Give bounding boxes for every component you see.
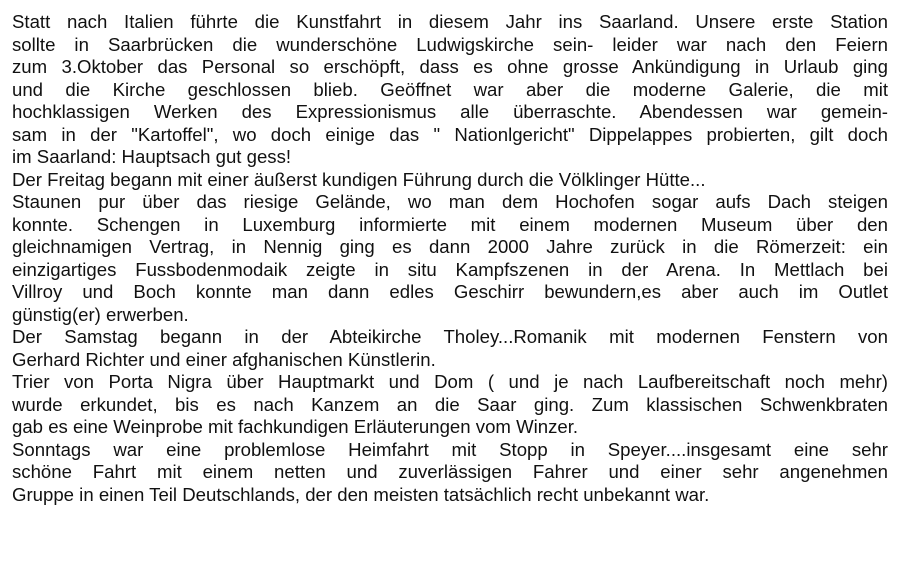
text-line: konnte. Schengen in Luxemburg informierte mit einem modernen Museum über den <box>12 213 888 235</box>
text-line: sollte in Saarbrücken die wunderschöne Ludwigskirche sein- leider war nach den Feiern <box>12 33 888 55</box>
text-line: günstig(er) erwerben. <box>12 303 189 325</box>
paragraph-friday <box>12 169 888 327</box>
text-line: Gerhard Richter und einer afghanischen Künstlerin. <box>12 348 436 370</box>
text-line: Trier von Porta Nigra über Hauptmarkt und Dom ( und je nach Laufbereitschaft noch mehr) <box>12 371 888 392</box>
paragraph-saarland-intro <box>12 11 888 169</box>
text-line: schöne Fahrt mit einem netten und zuverlässigen Fahrer und einer sehr angenehmen <box>12 461 888 482</box>
paragraph-saturday <box>12 326 888 371</box>
text-line: Staunen pur über das riesige Gelände, wo man dem Hochofen sogar aufs Dach steigen <box>12 191 888 212</box>
text-line: wurde erkundet, bis es nach Kanzem an die Saar ging. Zum klassischen Schwenkbraten <box>12 393 888 415</box>
text-line: hochklassigen Werken des Expressionismus alle überraschte. Abendessen war gemein- <box>12 101 888 122</box>
text-line: Der Samstag begann in der Abteikirche Tholey...Romanik mit modernen Fenstern von <box>12 326 888 347</box>
text-line: gleichnamigen Vertrag, in Nennig ging es dann 2000 Jahre zurück in die Römerzeit: ein <box>12 236 888 257</box>
text-line: Villroy und Boch konnte man dann edles Geschirr bewundern,es aber auch im Outlet <box>12 281 888 302</box>
text-line: und die Kirche geschlossen blieb. Geöffnet war aber die moderne Galerie, die mit <box>12 78 888 100</box>
text-line: sam in der "Kartoffel", wo doch einige das " Nationlgericht" Dippelappes probierten, gilt doch <box>12 123 888 145</box>
text-line: im Saarland: Hauptsach gut gess! <box>12 146 292 167</box>
text-line: Sonntags war eine problemlose Heimfahrt mit Stopp in Speyer....insgesamt eine sehr <box>12 438 888 460</box>
text-line: Der Freitag begann mit einer äußerst kundigen Führung durch die Völklinger Hütte... <box>12 168 706 190</box>
paragraph-sunday <box>12 439 888 507</box>
text-line: zum 3.Oktober das Personal so erschöpft, dass es ohne grosse Ankündigung in Urlaub ging <box>12 56 888 77</box>
text-line: gab es eine Weinprobe mit fachkundigen Erläuterungen vom Winzer. <box>12 416 579 437</box>
text-line: Gruppe in einen Teil Deutschlands, der den meisten tatsächlich recht unbekannt war. <box>12 483 710 505</box>
paragraph-trier <box>12 371 888 439</box>
text-line: einzigartiges Fussbodenmodaik zeigte in situ Kampfszenen in der Arena. In Mettlach bei <box>12 258 888 280</box>
document-body <box>12 11 888 506</box>
text-line: Statt nach Italien führte die Kunstfahrt in diesem Jahr ins Saarland. Unsere erste Station <box>12 11 888 32</box>
